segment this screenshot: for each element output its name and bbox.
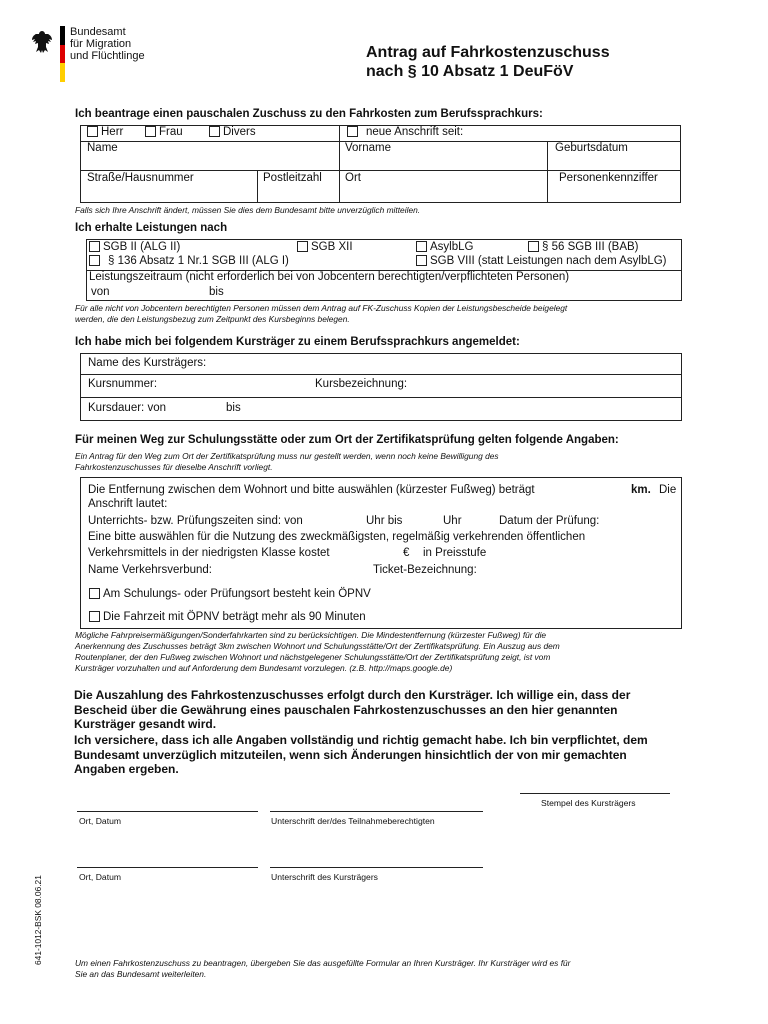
place-date-label-2: Ort, Datum bbox=[79, 872, 122, 882]
checkbox[interactable] bbox=[89, 255, 100, 266]
truthfulness-declaration: Ich versichere, dass ich alle Angaben vollständig und richtig gemacht habe. Ich bin verpflichtet, dem Bundesamt unverzüglich mitzuteilen, wenn sich Änderungen hinsichtlich der von mir gemachten Angaben ergeben. bbox=[74, 733, 648, 776]
benefits-table bbox=[86, 239, 682, 301]
exam-date-label: Datum der Prüfung: bbox=[499, 515, 600, 527]
transport-association-label: Name Verkehrsverbund: bbox=[88, 564, 213, 576]
vorname-field[interactable]: Vorname bbox=[345, 142, 392, 154]
checkbox[interactable] bbox=[528, 241, 539, 252]
cost-label: Verkehrsmittels in der niedrigsten Klasse kostet bbox=[88, 547, 330, 559]
fare-note: Mögliche Fahrpreisermäßigungen/Sonderfahrkarten sind zu berücksichtigen. Die Mindestentfernung (kürzester Fußweg) für die Anerkennung des Zuschusses beträgt 3km zwischen Wohnort und Schulungsstätte/Ort der Zertifikatsprüfung. Ein Auszug aus dem Routenplaner, der den Fußweg zwischen Wohnort und nächstgelegener Schulungsstätte/Ort der Zertifikatsprüfung zeigt, ist vom Kursträger vorzuhalten und auf Anforderung dem Bundesamt vorzulegen. (z.B. http://maps.google.de) bbox=[75, 630, 560, 673]
ticket-name-label: Ticket-Bezeichnung: bbox=[373, 564, 477, 576]
benefit-sgb8[interactable]: SGB VIII (statt Leistungen nach dem AsylbLG) bbox=[416, 255, 667, 267]
route-note: Ein Antrag für den Weg zum Ort der Zertifikatsprüfung muss nur gestellt werden, wenn noch keine Bewilligung des Fahrkostenzuschusses für dieselbe Anschrift vorliegt. bbox=[75, 451, 499, 472]
euro-sign: € bbox=[403, 547, 410, 559]
org-name: Bundesamt für Migration und Flüchtlinge bbox=[70, 26, 145, 62]
benefit-sgb2[interactable]: SGB II (ALG II) bbox=[89, 241, 180, 253]
checkbox[interactable] bbox=[347, 126, 358, 137]
address-change-note: Falls sich Ihre Anschrift ändert, müssen Sie dies dem Bundesamt bitte unverzüglich mitteilen. bbox=[75, 205, 421, 215]
participant-signature-line[interactable] bbox=[270, 811, 483, 812]
checkbox[interactable] bbox=[416, 241, 427, 252]
lesson-times-from: Unterrichts- bzw. Prüfungszeiten sind: von bbox=[88, 515, 303, 527]
checkbox[interactable] bbox=[145, 126, 156, 137]
section1-heading: Ich beantrage einen pauschalen Zuschuss zu den Fahrkosten zum Berufssprachkurs: bbox=[75, 108, 543, 120]
course-duration-to-field[interactable]: bis bbox=[226, 402, 241, 414]
salutation-frau[interactable]: Frau bbox=[145, 126, 183, 138]
form-title: Antrag auf Fahrkostenzuschuss nach § 10 Absatz 1 DeuFöV bbox=[366, 44, 610, 80]
ort-field[interactable]: Ort bbox=[345, 172, 361, 184]
provider-signature-line[interactable] bbox=[270, 867, 483, 868]
checkbox[interactable] bbox=[89, 241, 100, 252]
benefit-alg1[interactable]: § 136 Absatz 1 Nr.1 SGB III (ALG I) bbox=[89, 255, 289, 267]
personal-data-table bbox=[80, 125, 681, 203]
course-number-field[interactable]: Kursnummer: bbox=[88, 378, 158, 390]
provider-name-field[interactable]: Name des Kursträgers: bbox=[88, 357, 207, 369]
benefit-sgb12[interactable]: SGB XII bbox=[297, 241, 353, 253]
salutation-divers[interactable]: Divers bbox=[209, 126, 256, 138]
bamf-logo bbox=[28, 24, 148, 84]
section4-heading: Für meinen Weg zur Schulungsstätte oder zum Ort der Zertifikatsprüfung gelten folgende Angaben: bbox=[75, 434, 619, 446]
price-level-label: in Preisstufe bbox=[423, 547, 487, 559]
address-label: Anschrift lautet: bbox=[88, 498, 168, 510]
lesson-times-to: Uhr bis bbox=[366, 515, 403, 527]
checkbox[interactable] bbox=[89, 611, 100, 622]
checkbox[interactable] bbox=[416, 255, 427, 266]
federal-eagle-icon bbox=[28, 28, 56, 56]
place-date-line-2[interactable] bbox=[77, 867, 258, 868]
participant-signature-label: Unterschrift der/des Teilnahmeberechtigten bbox=[271, 816, 435, 826]
stamp-label: Stempel des Kursträgers bbox=[541, 798, 636, 808]
footer-note: Um einen Fahrkostenzuschuss zu beantragen, übergeben Sie das ausgefüllte Formular an Ihren Kursträger. Ihr Kursträger wird es für Sie an das Bundesamt weiterleiten. bbox=[75, 958, 571, 979]
ticket-type-line: Eine bitte auswählen für die Nutzung des zweckmäßigsten, regelmäßig verkehrenden öffentlichen bbox=[88, 531, 586, 543]
payment-consent: Die Auszahlung des Fahrkostenzuschusses erfolgt durch den Kursträger. Ich willige ein, dass der Bescheid über die Gewährung eines pauschalen Fahrkostenzuschusses an den hier genannten Kursträger gesandt wird. bbox=[74, 688, 631, 731]
section2-heading: Ich erhalte Leistungen nach bbox=[75, 222, 228, 234]
form-id: 641-1012-BSK 08.06.21 bbox=[33, 875, 43, 965]
name-field[interactable]: Name bbox=[87, 142, 118, 154]
period-from-field[interactable]: von bbox=[91, 286, 110, 298]
section3-heading: Ich habe mich bei folgendem Kursträger zu einem Berufssprachkurs angemeldet: bbox=[75, 336, 520, 348]
place-date-label-1: Ort, Datum bbox=[79, 816, 122, 826]
benefit-bab[interactable]: § 56 SGB III (BAB) bbox=[528, 241, 639, 253]
long-travel-time-option[interactable]: Die Fahrzeit mit ÖPNV beträgt mehr als 90 Minuten bbox=[89, 609, 366, 625]
plz-field[interactable]: Postleitzahl bbox=[263, 172, 322, 184]
checkbox[interactable] bbox=[209, 126, 220, 137]
geburtsdatum-field[interactable]: Geburtsdatum bbox=[555, 142, 628, 154]
place-date-line-1[interactable] bbox=[77, 811, 258, 812]
course-title-field[interactable]: Kursbezeichnung: bbox=[315, 378, 408, 390]
route-details-box bbox=[80, 477, 682, 629]
benefits-note: Für alle nicht von Jobcentern berechtigten Personen müssen dem Antrag auf FK-Zuschuss Kopien der Leistungsbescheide beigelegt werden, die den Leistungsbezug zum Zeitpunkt des Kursbeginns belegen. bbox=[75, 303, 568, 324]
salutation-herr[interactable]: Herr bbox=[87, 126, 123, 138]
course-duration-from-field[interactable]: Kursdauer: von bbox=[88, 402, 166, 414]
checkbox[interactable] bbox=[89, 588, 100, 599]
benefit-period-label: Leistungszeitraum (nicht erforderlich bei von Jobcentern berechtigten/verpflichteten Personen) bbox=[89, 271, 570, 283]
distance-line-end: Die bbox=[659, 484, 677, 496]
new-address-checkbox[interactable]: neue Anschrift seit: bbox=[347, 126, 463, 138]
german-flag-bar bbox=[60, 26, 65, 82]
distance-line: Die Entfernung zwischen dem Wohnort und bitte auswählen (kürzester Fußweg) beträgt bbox=[88, 484, 535, 496]
strasse-field[interactable]: Straße/Hausnummer bbox=[87, 172, 194, 184]
checkbox[interactable] bbox=[297, 241, 308, 252]
stamp-line bbox=[520, 793, 670, 794]
km-unit: km. bbox=[631, 484, 651, 496]
benefit-asylblg[interactable]: AsylbLG bbox=[416, 241, 473, 253]
period-to-field[interactable]: bis bbox=[209, 286, 224, 298]
pkz-field[interactable]: Personenkennziffer bbox=[559, 172, 658, 184]
course-provider-table bbox=[80, 353, 682, 421]
no-public-transport-option[interactable]: Am Schulungs- oder Prüfungsort besteht kein ÖPNV bbox=[89, 586, 371, 602]
lesson-times-uhr: Uhr bbox=[443, 515, 462, 527]
provider-signature-label: Unterschrift des Kursträgers bbox=[271, 872, 378, 882]
checkbox[interactable] bbox=[87, 126, 98, 137]
